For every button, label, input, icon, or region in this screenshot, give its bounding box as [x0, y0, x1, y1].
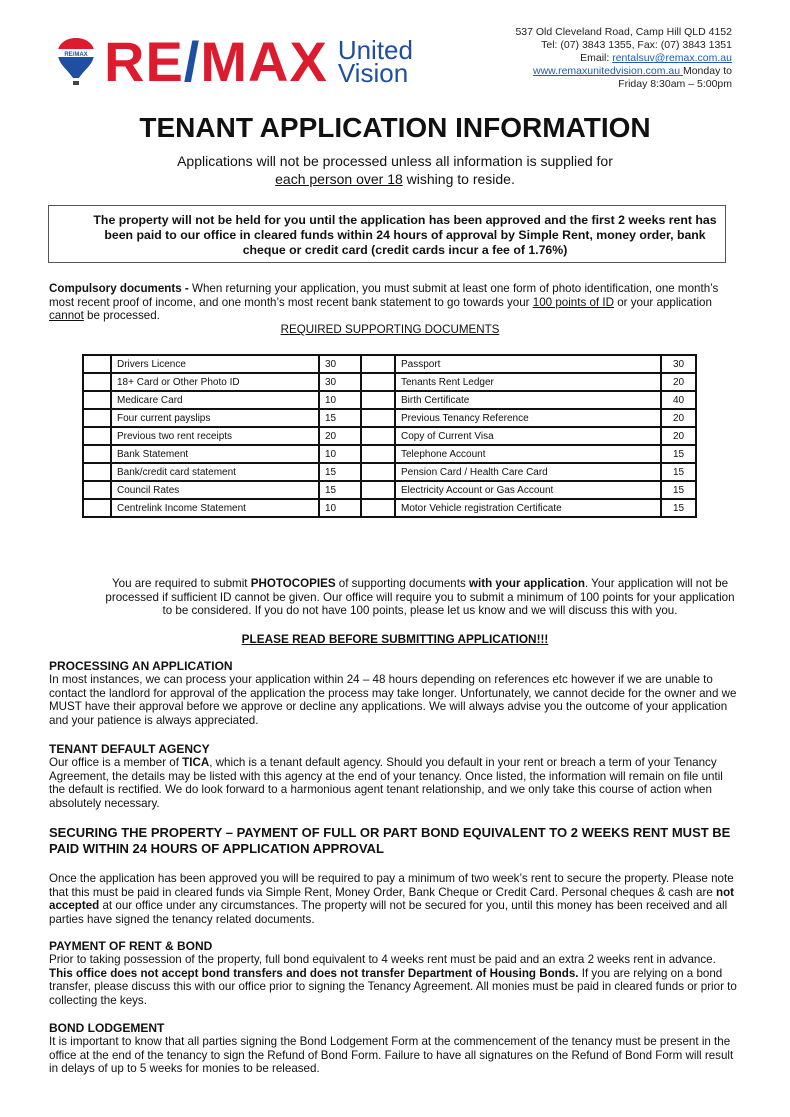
checkbox-cell[interactable]	[83, 409, 111, 427]
section-body: Prior to taking possession of the property, full bond equivalent to 4 weeks rent must be paid and an extra 2 weeks rent in advance.	[49, 953, 716, 966]
section-body: In most instances, we can process your application within 24 – 48 hours depending on references etc however if we are unable to contact the landlord for approval of the application the process may take longer. Unfortunately, we cannot decide for the owner and we MUST have their approval before we approve or decline any applications. We will always advise you the outcome of your application and your patience is always appreciated.	[49, 673, 737, 727]
photocopies-bold: PHOTOCOPIES	[250, 577, 336, 590]
subtitle	[0, 152, 790, 188]
section-body-2: at our office under any circumstances. The property will not be secured for you, until this money has been received and all parties have signed the tenancy related documents.	[49, 899, 728, 926]
document-points: 10	[319, 499, 361, 517]
table-row	[83, 409, 696, 427]
not-accepted-bold: not accepted	[49, 885, 735, 913]
section-body: Once the application has been approved you will be required to pay a minimum of two week’s rent to secure the property. Please note that this must be paid in cleared funds via Simple Rent, Money Order, Bank Cheque or Credit Card. Personal cheques & cash are	[49, 872, 734, 899]
table-row	[83, 427, 696, 445]
table-row	[83, 355, 696, 373]
compulsory-documents-paragraph	[49, 282, 739, 323]
table-row	[83, 445, 696, 463]
document-points: 15	[661, 463, 696, 481]
document-points: 10	[319, 391, 361, 409]
compulsory-text-2: or your application	[613, 295, 712, 309]
checkbox-cell[interactable]	[361, 463, 395, 481]
notice-box	[48, 205, 726, 263]
document-points: 30	[319, 373, 361, 391]
section-body-2: , which is a tenant default agency. Should you default in your rent or breach a term of your Tenancy Agreement, the details may be listed with this agency at the end of your tenancy. Once listed, the information will remain on file until the default is rectified. We do look forward to a harmonious agent tenant relationship, and we only take this course of action when absolutely necessary.	[49, 756, 723, 810]
checkbox-cell[interactable]	[83, 427, 111, 445]
document-points: 15	[661, 499, 696, 517]
table-row	[83, 373, 696, 391]
wordmark-slash: /	[183, 30, 201, 93]
points-of-id: 100 points of ID	[532, 295, 614, 309]
svg-text:RE/MAX: RE/MAX	[64, 52, 88, 58]
remax-wordmark	[104, 30, 328, 93]
email-label: Email:	[580, 52, 613, 64]
document-points: 15	[319, 463, 361, 481]
document-points: 15	[661, 445, 696, 463]
document-name: Council Rates	[111, 481, 319, 499]
document-name: Previous two rent receipts	[111, 427, 319, 445]
bond-transfer-bold: This office does not accept bond transfers and does not transfer Department of Housing Bonds.	[49, 966, 579, 980]
section-rent-bond	[49, 939, 739, 1007]
with-application-bold: with your application	[468, 577, 585, 590]
checkbox-cell[interactable]	[361, 391, 395, 409]
document-name: Previous Tenancy Reference	[395, 409, 661, 427]
document-name: Telephone Account	[395, 445, 661, 463]
document-name: Electricity Account or Gas Account	[395, 481, 661, 499]
compulsory-text-3: be processed.	[83, 309, 160, 323]
email-link[interactable]: rentalsuv@remax.com.au	[612, 52, 732, 64]
document-points: 20	[661, 409, 696, 427]
document-points: 15	[319, 481, 361, 499]
section-processing	[49, 659, 739, 727]
wordmark-re: RE	[104, 30, 184, 93]
document-name: Medicare Card	[111, 391, 319, 409]
balloon-icon	[56, 36, 96, 88]
table-row	[83, 481, 696, 499]
required-documents-heading: REQUIRED SUPPORTING DOCUMENTS	[280, 323, 500, 336]
document-name: 18+ Card or Other Photo ID	[111, 373, 319, 391]
office-hours-2: Friday 8:30am – 5:00pm	[618, 78, 732, 90]
document-name: Four current payslips	[111, 409, 319, 427]
checkbox-cell[interactable]	[83, 481, 111, 499]
compulsory-text: When returning your application, you must submit at least one form of photo identification, one month’s most recent proof of income, and one month’s most recent bank statement to go towards your	[49, 282, 719, 309]
section-body: Our office is a member of	[49, 756, 183, 769]
section-bond-lodgement	[49, 1021, 739, 1076]
section-default-agency	[49, 742, 739, 810]
document-points: 30	[661, 355, 696, 373]
section-heading: PROCESSING AN APPLICATION	[49, 659, 233, 673]
section-heading: SECURING THE PROPERTY – PAYMENT OF FULL OR PART BOND EQUIVALENT TO 2 WEEKS RENT MUST BE PAID WITHIN 24 HOURS OF APPLICATION APPROVAL	[49, 825, 731, 856]
checkbox-cell[interactable]	[83, 445, 111, 463]
document-name: Copy of Current Visa	[395, 427, 661, 445]
photocopies-text-3: . Your application will not be processed if sufficient ID cannot be given. Our office will require you to submit a minimum of 100 points for your application to be considered. If you do not have 100 points, please let us know and we will discuss this with you.	[105, 577, 735, 618]
document-name: Passport	[395, 355, 661, 373]
document-points: 10	[319, 445, 361, 463]
document-points: 30	[319, 355, 361, 373]
office-hours: Monday to	[682, 65, 732, 77]
read-before-heading: PLEASE READ BEFORE SUBMITTING APPLICATION!!!	[241, 632, 549, 646]
table-row	[83, 463, 696, 481]
contact-block	[515, 26, 732, 91]
document-name: Bank Statement	[111, 445, 319, 463]
checkbox-cell[interactable]	[361, 355, 395, 373]
documents-table	[82, 354, 697, 518]
office-name-line2: Vision	[337, 58, 409, 88]
table-row	[83, 391, 696, 409]
document-name: Pension Card / Health Care Card	[395, 463, 661, 481]
phone-fax: Tel: (07) 3843 1355, Fax: (07) 3843 1351	[541, 39, 732, 51]
document-points: 20	[661, 427, 696, 445]
document-name: Tenants Rent Ledger	[395, 373, 661, 391]
subtitle-underlined: each person over 18	[275, 171, 403, 187]
cannot-emphasis: cannot	[49, 309, 84, 323]
document-name: Centrelink Income Statement	[111, 499, 319, 517]
checkbox-cell[interactable]	[83, 463, 111, 481]
document-points: 20	[319, 427, 361, 445]
page-title: TENANT APPLICATION INFORMATION	[139, 112, 651, 143]
address: 537 Old Cleveland Road, Camp Hill QLD 4152	[515, 26, 732, 38]
section-body-2: If you are relying on a bond transfer, please discuss this with our office prior to signing the Tenancy Agreement. All monies must be paid in cleared funds or prior to collecting the keys.	[49, 966, 737, 1007]
document-points: 20	[661, 373, 696, 391]
photocopies-paragraph	[100, 577, 740, 618]
section-heading: BOND LODGEMENT	[49, 1021, 165, 1035]
table-row	[83, 499, 696, 517]
tica-bold: TICA	[182, 756, 210, 769]
section-body: It is important to know that all parties signing the Bond Lodgement Form at the commencement of the tenancy must be present in the office at the end of the tenancy to sign the Refund of Bond Form. Failure to have all signatures on the Refund of Bond Form will result in delays of up to 5 weeks for monies to be released.	[49, 1035, 734, 1076]
document-name: Birth Certificate	[395, 391, 661, 409]
section-heading: TENANT DEFAULT AGENCY	[49, 742, 210, 756]
checkbox-cell[interactable]	[361, 481, 395, 499]
checkbox-cell[interactable]	[361, 427, 395, 445]
checkbox-cell[interactable]	[361, 409, 395, 427]
section-securing	[49, 825, 739, 926]
checkbox-cell[interactable]	[361, 445, 395, 463]
checkbox-cell[interactable]	[361, 373, 395, 391]
checkbox-cell[interactable]	[83, 391, 111, 409]
section-heading: PAYMENT OF RENT & BOND	[49, 939, 213, 953]
checkbox-cell[interactable]	[83, 355, 111, 373]
wordmark-max: MAX	[200, 30, 328, 93]
website-link[interactable]: www.remaxunitedvision.com.au	[532, 65, 683, 77]
photocopies-text-2: of supporting documents	[335, 577, 469, 590]
document-points: 15	[319, 409, 361, 427]
office-name	[337, 35, 413, 88]
office-name-line1: United	[337, 35, 413, 65]
notice-text: The property will not be held for you until the application has been approved and the first 2 weeks rent has been paid to our office in cleared funds within 24 hours of approval by Simple Rent, money order, bank cheque or credit card (credit cards incur a fee of 1.76%)	[93, 213, 717, 257]
document-points: 15	[661, 481, 696, 499]
checkbox-cell[interactable]	[361, 499, 395, 517]
document-name: Motor Vehicle registration Certificate	[395, 499, 661, 517]
remax-logo	[56, 30, 413, 93]
subtitle-line1: Applications will not be processed unless all information is supplied for	[177, 153, 613, 169]
checkbox-cell[interactable]	[83, 499, 111, 517]
photocopies-text: You are required to submit	[111, 577, 251, 590]
document-name: Drivers Licence	[111, 355, 319, 373]
checkbox-cell[interactable]	[83, 373, 111, 391]
compulsory-label: Compulsory documents -	[49, 282, 193, 295]
document-points: 40	[661, 391, 696, 409]
subtitle-rest: wishing to reside.	[402, 171, 515, 187]
document-name: Bank/credit card statement	[111, 463, 319, 481]
